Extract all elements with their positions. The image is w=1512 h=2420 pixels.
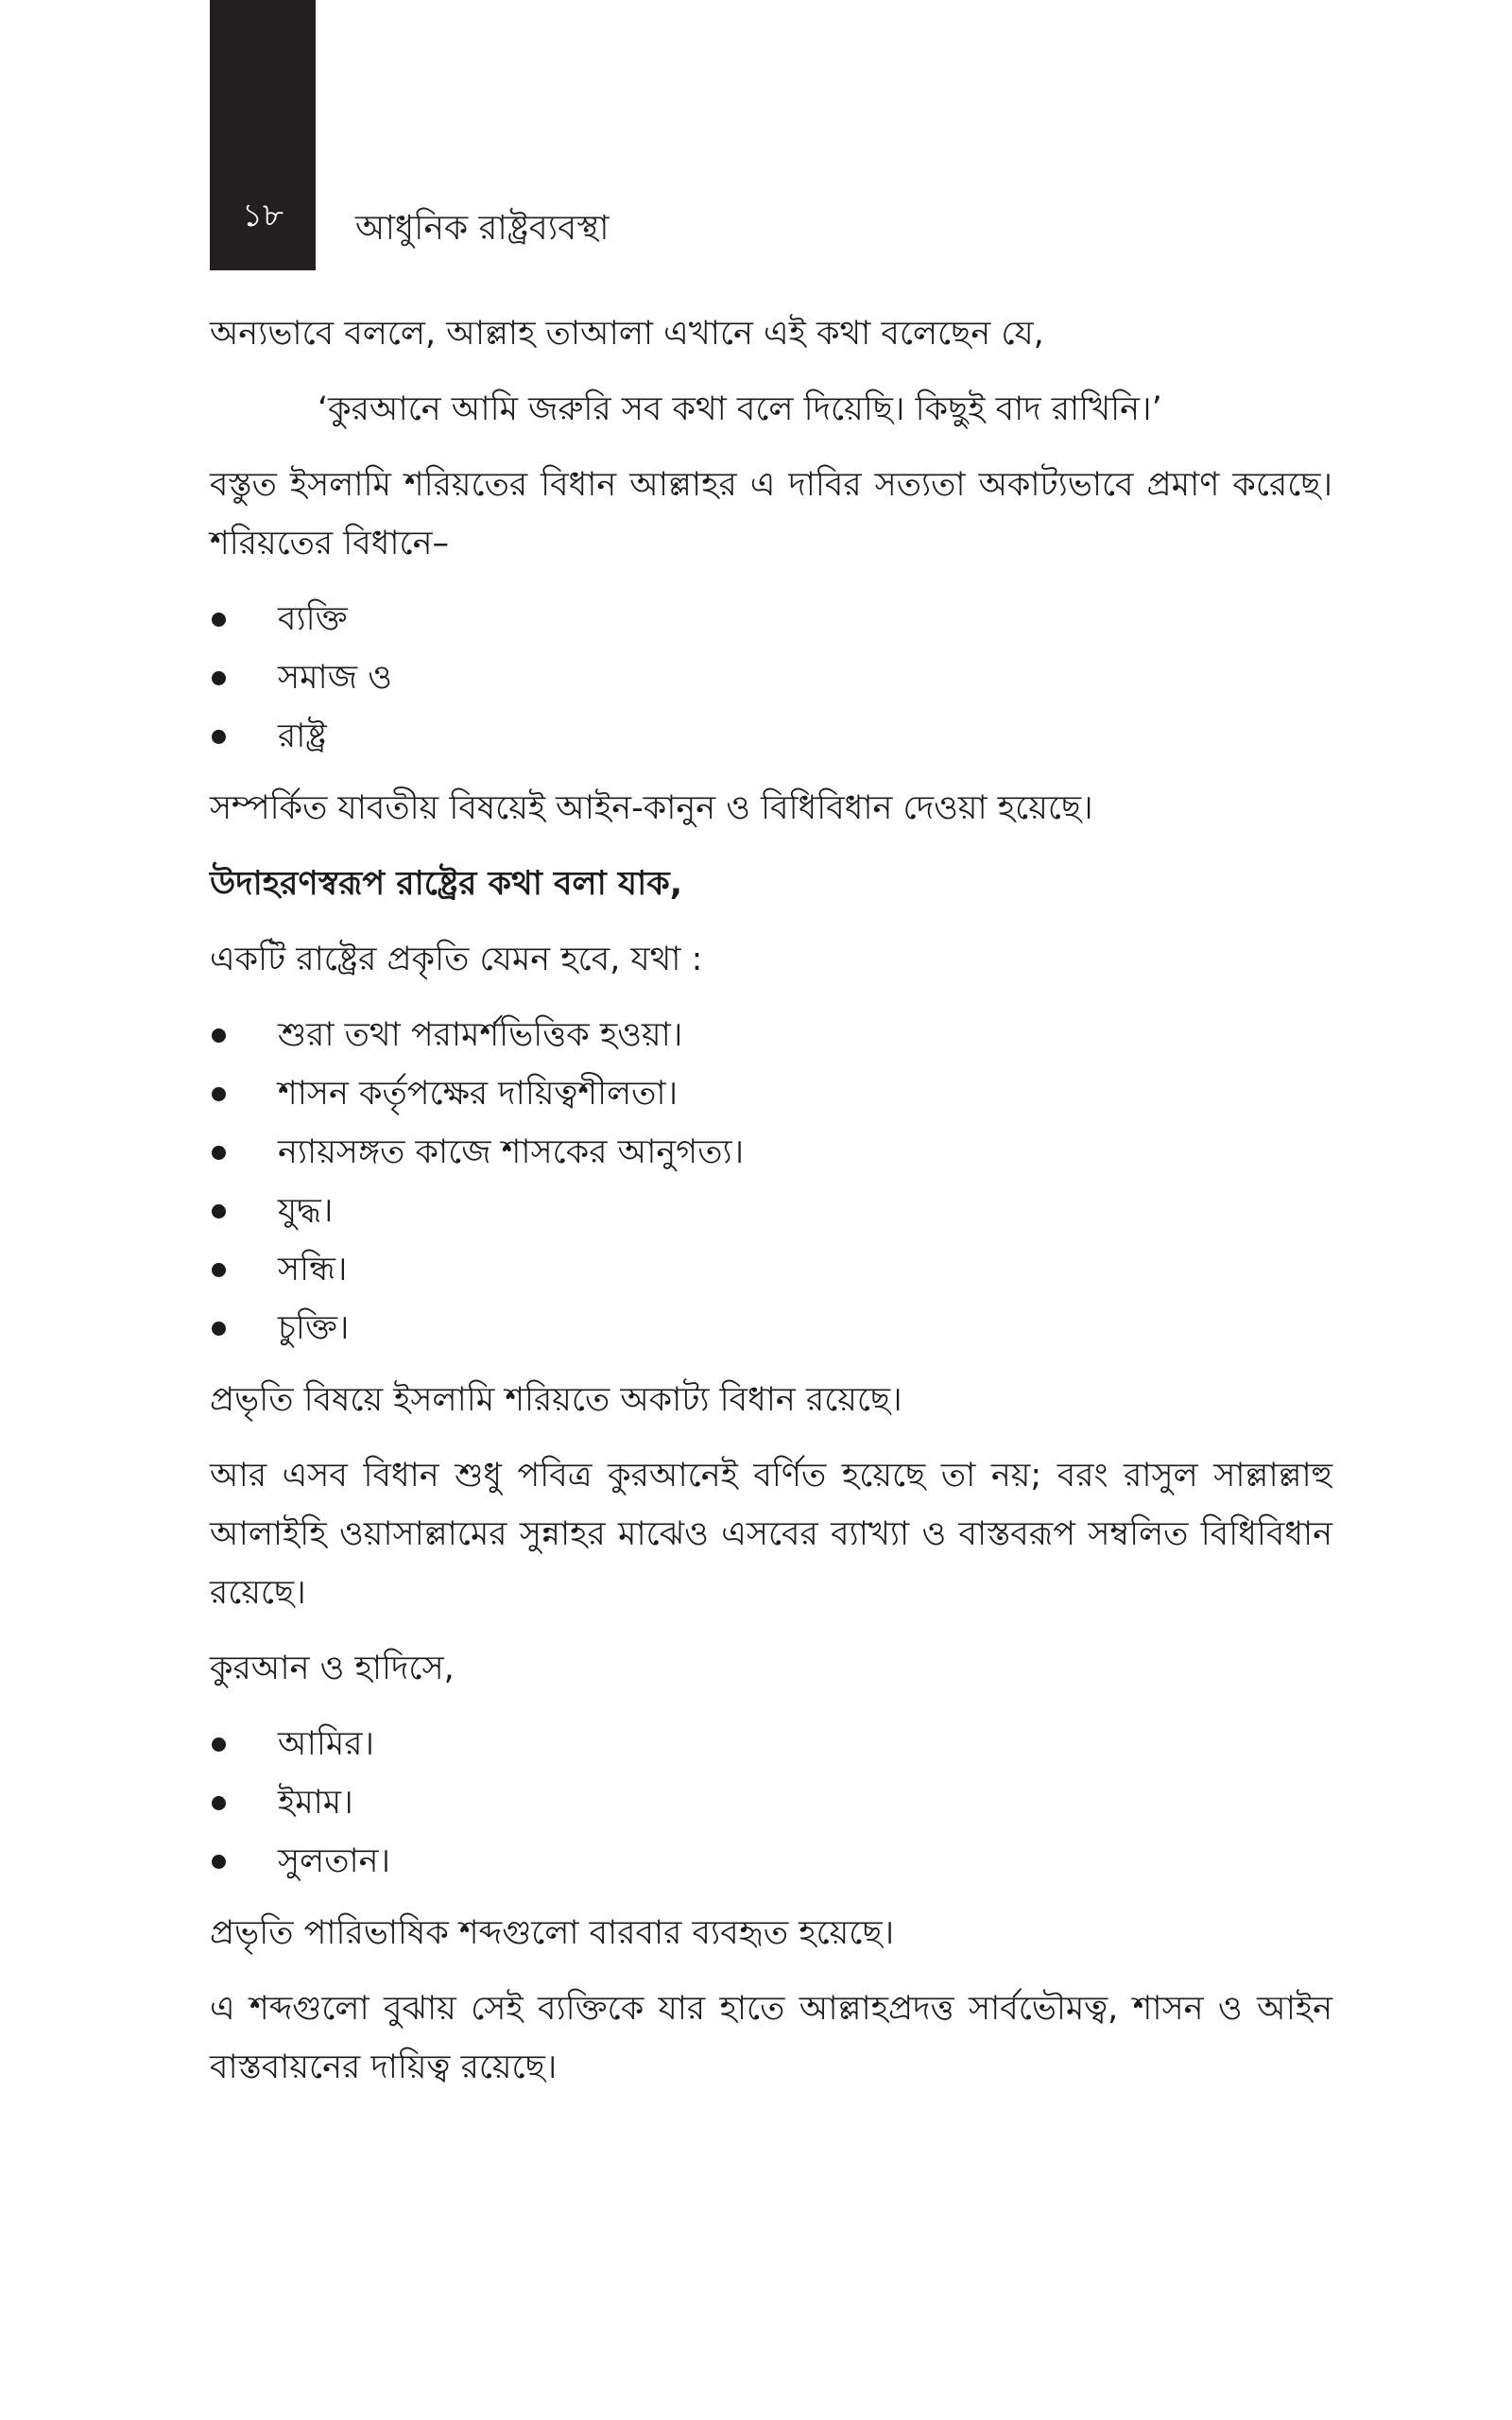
list-item: শাসন কর্তৃপক্ষের দায়িত্বশীলতা। [210,1064,1332,1123]
list-item: যুদ্ধ। [210,1182,1332,1240]
paragraph-state-nature: একটি রাষ্ট্রের প্রকৃতি যেমন হবে, যথা : [210,941,703,978]
list-item: শুরা তথা পরামর্শভিত্তিক হওয়া। [210,1006,1332,1064]
list-item: সুলতান। [210,1832,1332,1891]
list-item: আমির। [210,1715,1332,1773]
running-title: আধুনিক রাষ্ট্রব্যবস্থা [355,209,610,248]
list-item: ইমাম। [210,1773,1332,1832]
paragraph-terms-used: প্রভৃতি পারিভাষিক শব্দগুলো বারবার ব্যবহৃত হয়েছে। [210,1914,895,1952]
paragraph-sunnah: আর এসব বিধান শুধু পবিত্র কুরআনেই বর্ণিত হয়েছে তা নয়; বরং রাসুল সাল্লাল্লাহু আলাইহি ওয়াসাল্লামের সুন্নাহর মাঝেও এসবের ব্যাখ্যা ও বাস্তবরূপ সম্বলিত বিধিবিধান রয়েছে। [210,1457,1332,1612]
list-item: সন্ধি। [210,1240,1332,1299]
paragraph-laws: সম্পর্কিত যাবতীয় বিষয়েই আইন-কানুন ও বিধিবিধান দেওয়া হয়েছে। [210,789,1093,827]
bullet-list-domains [210,590,1332,766]
page-number: ১৮ [241,197,284,234]
paragraph-definite-rules: প্রভৃতি বিষয়ে ইসলামি শরিয়তে অকাট্য বিধান রয়েছে। [210,1381,902,1419]
paragraph-intro: অন্যভাবে বললে, আল্লাহ তাআলা এখানে এই কথা বলেছেন যে, [210,315,1044,353]
list-item: ব্যক্তি [210,590,1332,648]
list-item: চুক্তি। [210,1299,1332,1357]
page-body [210,304,1332,2114]
bullet-list-state-features [210,1006,1332,1357]
list-item: সমাজ ও [210,648,1332,707]
list-item: ন্যায়সঙ্গত কাজে শাসকের আনুগত্য। [210,1123,1332,1182]
paragraph-sovereignty: এ শব্দগুলো বুঝায় সেই ব্যক্তিকে যার হাতে আল্লাহপ্রদত্ত সার্বভৌমত্ব, শাসন ও আইন বাস্তবায়নের দায়িত্ব রয়েছে। [210,1990,1332,2086]
bullet-list-terms [210,1715,1332,1891]
paragraph-quran-hadith: কুরআন ও হাদিসে, [210,1650,455,1687]
quranic-quote: ‘কুরআনে আমি জরুরি সব কথা বলে দিয়েছি। কিছুই বাদ রাখিনি।’ [318,390,1162,428]
list-item: রাষ্ট্র [210,707,1332,766]
section-heading: উদাহরণস্বরূপ রাষ্ট্রের কথা বলা যাক, [210,865,683,903]
paragraph-sharia-proof: বস্তুত ইসলামি শরিয়তের বিধান আল্লাহর এ দাবির সত্যতা অকাট্যভাবে প্রমাণ করেছে। শরিয়তের বিধানে– [210,466,1332,562]
page-number-tab [210,0,316,270]
